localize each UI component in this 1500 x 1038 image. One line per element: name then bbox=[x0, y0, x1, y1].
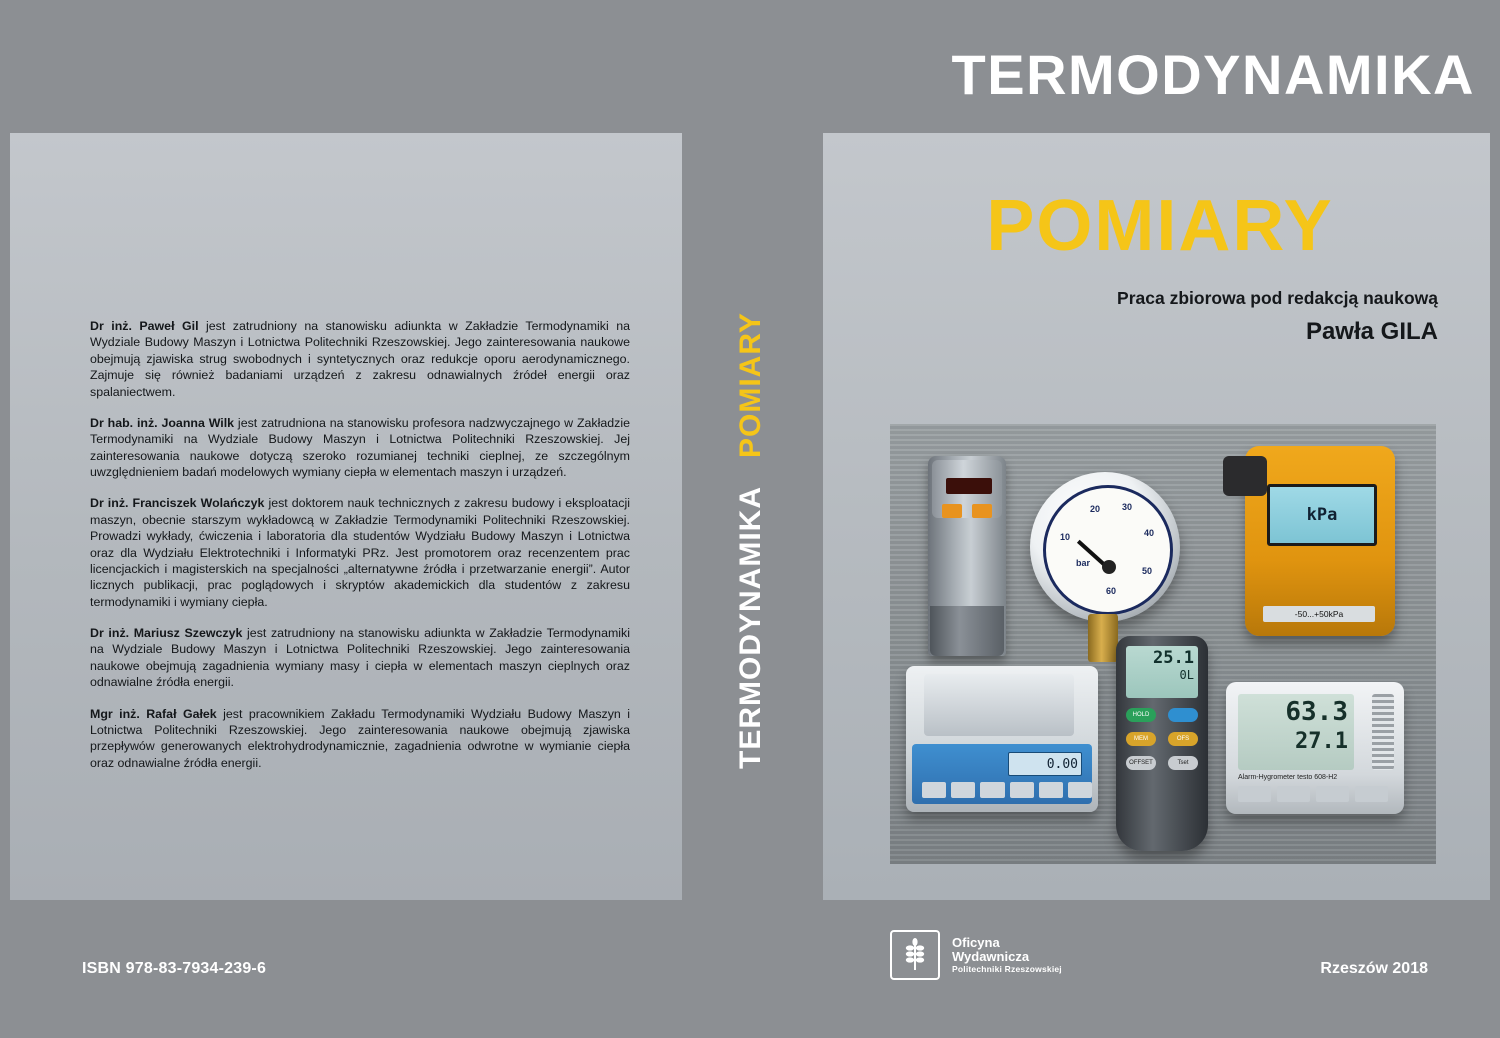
bio-paragraph bbox=[90, 625, 630, 691]
series-title: TERMODYNAMIKA bbox=[951, 43, 1475, 106]
gauge-tick-label: 30 bbox=[1122, 502, 1133, 512]
publisher-block bbox=[890, 930, 1062, 980]
balance-keypad bbox=[922, 782, 1092, 798]
publisher-line-3: Politechniki Rzeszowskiej bbox=[952, 963, 1062, 974]
author-name: Dr inż. Paweł Gil bbox=[90, 319, 199, 333]
transmitter-lcd bbox=[1267, 484, 1377, 546]
transmitter-head bbox=[932, 460, 1002, 518]
gauge-brass-fitting bbox=[1088, 614, 1118, 662]
author-name: Mgr inż. Rafał Gałek bbox=[90, 706, 217, 721]
hygrometer-lcd bbox=[1238, 694, 1354, 770]
bio-text: jest zatrudniony na stanowisku adiunkta w Zakładzie Termodynamiki na Wydziale Budowy Maszyn i Lotnictwa Politechniki Rzeszowskiej. Jego zainteresowania naukowe obejmują zagadnienia wymiany masy i ciepła w elementach maszyn cieplnych oraz odnawialne źródła energii. bbox=[90, 626, 630, 690]
gauge-tick-label: 40 bbox=[1144, 528, 1155, 538]
wheat-ear-icon bbox=[890, 930, 940, 980]
bio-paragraph bbox=[90, 318, 630, 400]
gauge-tick-label: 10 bbox=[1060, 532, 1071, 542]
isbn-text: ISBN 978-83-7934-239-6 bbox=[82, 960, 267, 977]
gauge-tick-label: 50 bbox=[1142, 566, 1153, 576]
thermometer-sub-value: 0L bbox=[1179, 668, 1194, 682]
balance-weighing-pan bbox=[924, 674, 1074, 736]
gauge-hub bbox=[1102, 560, 1116, 574]
transmitter-base bbox=[930, 606, 1004, 656]
transmitter-connector bbox=[1223, 456, 1267, 496]
gauge-tick-label: 20 bbox=[1090, 504, 1101, 514]
gauge-unit-label: bar bbox=[1076, 558, 1091, 568]
bio-text: jest pracownikiem Zakładu Termodynamiki Wydziału Budowy Maszyn i Lotnictwa Politechniki Rzeszowskiej. Jego zainteresowania naukowe obejmują zjawiska przepływów generowanych elektrohydrodynamicznie, zagadnienia odwrotne w wymianie ciepła oraz odnawialne źródła energii. bbox=[90, 706, 630, 770]
transmitter-lcd-value: kPa bbox=[1306, 505, 1338, 525]
bio-text: jest zatrudniony na stanowisku adiunkta w Zakładzie Termodynamiki na Wydziale Budowy Maszyn i Lotnictwa Politechniki Rzeszowskiej. Jego zainteresowania naukowe obejmują zjawiska strug swobodnych i syntetycznych oraz redukcje oporu aerodynamicznego. Zajmuje się również badaniami urządzeń z zakresu odnawialnych źródeł energii oraz spalaniectwem. bbox=[90, 319, 630, 399]
hygrometer-keypad bbox=[1238, 786, 1388, 802]
spine-subtitle: POMIARY bbox=[734, 312, 767, 458]
transmitter-button-right bbox=[972, 504, 992, 518]
transmitter-button-left bbox=[942, 504, 962, 518]
transmitter-display bbox=[946, 478, 992, 494]
bio-text: jest zatrudniona na stanowisku profesora nadzwyczajnego w Zakładzie Termodynamiki na Wydziale Budowy Maszyn i Lotnictwa Politechniki Rzeszowskiej. Jej zainteresowania naukowe dotyczą szeroko rozumianej techniki cieplnej, ze szczególnym uwzględnieniem badań modelowych wymiany ciepła w elementach maszyn i urządzeń. bbox=[90, 415, 630, 479]
alarm-hygrometer-device bbox=[1226, 682, 1404, 814]
thermometer-offset-button: OFFSET bbox=[1126, 756, 1156, 770]
bourdon-manometer-device bbox=[1030, 472, 1180, 622]
thermometer-mode-button bbox=[1168, 708, 1198, 722]
hygrometer-temperature-value: 27.1 bbox=[1295, 729, 1348, 754]
publisher-name bbox=[952, 936, 1062, 975]
author-bios bbox=[90, 318, 630, 786]
editor-name: Pawła GILA bbox=[1305, 318, 1438, 345]
thermometer-ofs-button: OFS bbox=[1168, 732, 1198, 746]
transmitter-range-tag: -50...+50kPa bbox=[1263, 606, 1375, 622]
author-name: Dr inż. Franciszek Wolańczyk bbox=[90, 496, 265, 511]
thermometer-hold-button: HOLD bbox=[1126, 708, 1156, 722]
back-cover-panel bbox=[10, 133, 682, 900]
balance-display: 0.00 bbox=[1008, 752, 1082, 776]
bio-paragraph bbox=[90, 706, 630, 772]
editor-prefix: Praca zbiorowa pod redakcją naukową bbox=[1117, 288, 1438, 308]
precision-balance-device bbox=[906, 666, 1098, 812]
balance-front-panel bbox=[912, 744, 1092, 804]
place-and-year: Rzeszów 2018 bbox=[1320, 960, 1428, 977]
bio-paragraph bbox=[90, 415, 630, 481]
main-title: POMIARY bbox=[986, 186, 1334, 266]
hygrometer-humidity-value: 63.3 bbox=[1285, 697, 1348, 727]
publisher-line-2: Wydawnicza bbox=[952, 949, 1030, 965]
hygrometer-sensor-vent bbox=[1372, 694, 1394, 770]
bio-paragraph bbox=[90, 495, 630, 610]
thermometer-main-value: 25.1 bbox=[1153, 648, 1194, 668]
bio-text: jest doktorem nauk technicznych z zakresu budowy i eksploatacji maszyn, obecnie starszym wykładowcą w Zakładzie Termodynamiki Politechniki Rzeszowskiej. Prowadzi wykłady, ćwiczenia i laboratoria dla studentów Wydziału Budowy Maszyn i Lotnictwa oraz dla Wydziału Elektrotechniki i Informatyki PRz. Jest promotorem oraz recenzentem prac licencjackich i magisterskich na specjalności „alternatywne źródła i przetwarzanie energii”. Autor licznych publikacji, prac poglądowych i skryptów akademickich dla studentów z zakresu termodynamiki i wymiany ciepła. bbox=[90, 496, 630, 609]
gauge-face bbox=[1043, 485, 1173, 615]
hygrometer-model-label: Alarm-Hygrometer testo 608-H2 bbox=[1238, 774, 1338, 781]
cover-photo bbox=[890, 424, 1436, 864]
spine-title: TERMODYNAMIKA bbox=[734, 486, 767, 769]
thermometer-mem-button: MEM bbox=[1126, 732, 1156, 746]
pressure-transmitter-device bbox=[928, 456, 1006, 656]
handheld-thermometer-device bbox=[1116, 636, 1208, 851]
author-name: Dr hab. inż. Joanna Wilk bbox=[90, 415, 235, 430]
author-name: Dr inż. Mariusz Szewczyk bbox=[90, 626, 243, 640]
book-spine bbox=[686, 0, 818, 1038]
gauge-tick-label: 60 bbox=[1106, 586, 1117, 596]
explosion-proof-transmitter-device bbox=[1245, 446, 1395, 636]
thermometer-lcd bbox=[1126, 646, 1198, 698]
thermometer-tset-button: Tset bbox=[1168, 756, 1198, 770]
publisher-line-1: Oficyna bbox=[952, 934, 1000, 950]
